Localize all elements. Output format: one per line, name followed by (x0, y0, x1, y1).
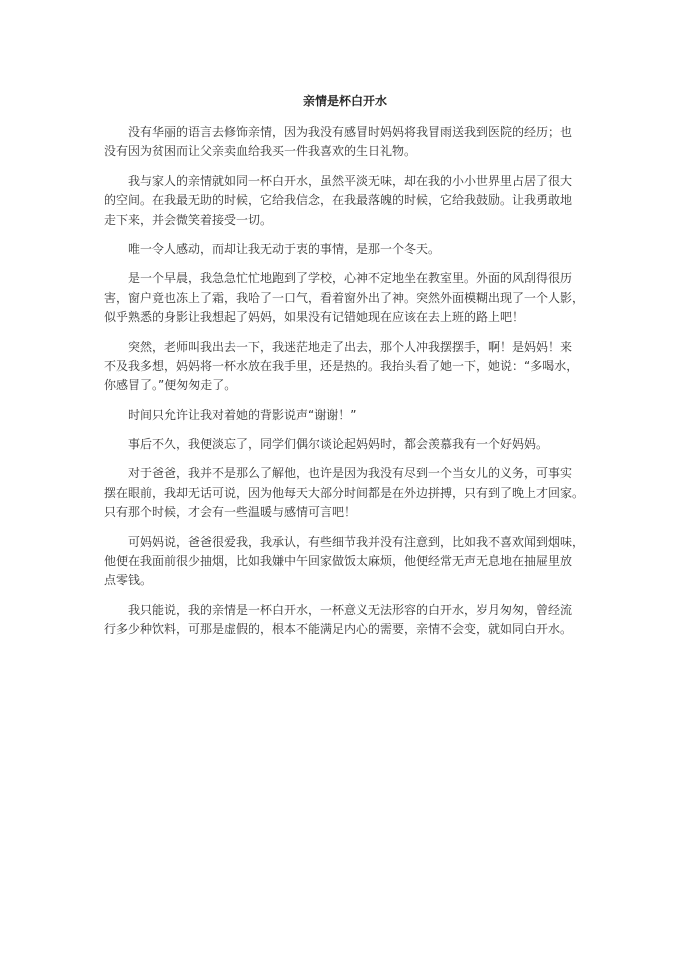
paragraph-2 (104, 172, 590, 230)
paragraph-line: 只有那个时候，才会有一些温暖与感情可言吧！ (104, 505, 357, 520)
document-title: 亲情是杯白开水 (302, 94, 387, 108)
paragraph-line: 是一个早晨，我急急忙忙地跑到了学校，心神不定地坐在教室里。外面的风刮得很历 (128, 271, 573, 286)
paragraph-line: 行多少种饮料，可那是虚假的，根本不能满足内心的需要，亲情不会变，就如同白开水。 (104, 622, 573, 637)
document-body (104, 92, 590, 650)
paragraph-line: 他便在我面前很少抽烟，比如我嫌中午回家做饭太麻烦，他便经常无声无息地在抽屉里放 (104, 554, 573, 569)
paragraph-line: 突然，老师叫我出去一下，我迷茫地走了出去，那个人冲我摆摆手，啊！是妈妈！来 (128, 339, 573, 354)
paragraph-line: 事后不久，我便淡忘了，同学们偶尔谈论起妈妈时，都会羡慕我有一个好妈妈。 (128, 437, 549, 452)
paragraph-line: 可妈妈说，爸爸很爱我，我承认，有些细节我并没有注意到，比如我不喜欢闻到烟味， (128, 534, 585, 549)
paragraph-line: 害，窗户竟也冻上了霜，我哈了一口气，看着窗外出了神。突然外面模糊出现了一个人影， (104, 290, 585, 305)
paragraph-7 (104, 435, 590, 454)
paragraph-line: 唯一令人感动，而却让我无动于衷的事情，是那一个冬天。 (128, 241, 441, 256)
paragraph-line: 对于爸爸，我并不是那么了解他，也许是因为我没有尽到一个当女儿的义务，可事实 (128, 466, 573, 481)
paragraph-line: 摆在眼前，我却无话可说，因为他每天大部分时间都是在外边拼搏，只有到了晚上才回家。 (104, 485, 585, 500)
paragraph-4 (104, 269, 590, 327)
paragraph-line: 时间只允许让我对着她的背影说声“谢谢！” (128, 407, 357, 422)
paragraph-line: 我只能说，我的亲情是一杯白开水，一杯意义无法形容的白开水，岁月匆匆，曾经流 (128, 602, 573, 617)
paragraph-3 (104, 240, 590, 259)
paragraph-6 (104, 406, 590, 425)
paragraph-1 (104, 123, 590, 162)
paragraph-9 (104, 533, 590, 591)
paragraph-line: 的空间。在我最无助的时候，它给我信念，在我最落魄的时候，它给我鼓励。让我勇敢地 (104, 193, 573, 208)
paragraph-5 (104, 338, 590, 396)
paragraph-line: 你感冒了。”便匆匆走了。 (104, 378, 237, 393)
paragraph-line: 似乎熟悉的身影让我想起了妈妈，如果没有记错她现在应该在去上班的路上吧！ (104, 310, 525, 325)
paragraph-line: 点零钱。 (104, 573, 153, 588)
paragraph-line: 走下来，并会微笑着接受一切。 (104, 212, 273, 227)
paragraph-line: 没有华丽的语言去修饰亲情，因为我没有感冒时妈妈将我冒雨送我到医院的经历；也 (128, 124, 573, 139)
paragraph-line: 我与家人的亲情就如同一杯白开水，虽然平淡无味，却在我的小小世界里占居了很大 (128, 173, 573, 188)
paragraph-line: 不及我多想，妈妈将一杯水放在我手里，还是热的。我抬头看了她一下，她说：“多喝水， (104, 358, 579, 373)
paragraph-line: 没有因为贫困而让父亲卖血给我买一件我喜欢的生日礼物。 (104, 144, 417, 159)
paragraph-10 (104, 601, 590, 640)
paragraph-8 (104, 464, 590, 522)
